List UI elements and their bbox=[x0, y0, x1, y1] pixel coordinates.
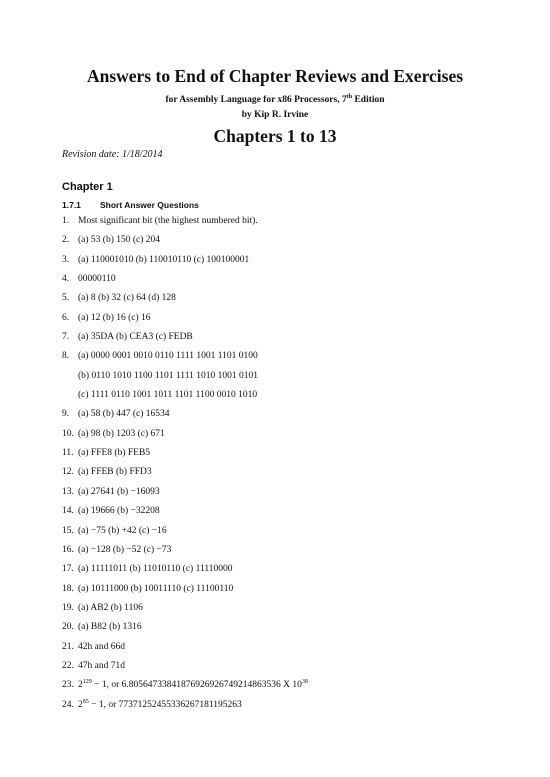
answer-item bbox=[62, 309, 502, 328]
chapters-heading: Chapters 1 to 13 bbox=[213, 126, 337, 146]
answer-number: 22. bbox=[62, 660, 74, 671]
answer-continuation bbox=[62, 386, 502, 405]
answer-item bbox=[62, 212, 502, 231]
answer-item bbox=[62, 405, 502, 424]
answer-text: (a) 0000 0001 0010 0110 1111 1001 1101 0100 bbox=[78, 351, 258, 362]
answer-number: 6. bbox=[62, 312, 70, 323]
answer-number: 3. bbox=[62, 254, 70, 265]
answer-text: − 1, or 6.80564733841876926926749214863536 X 10 bbox=[91, 680, 302, 691]
answer-number: 11. bbox=[62, 448, 74, 459]
answer-text: (a) 53 (b) 150 (c) 204 bbox=[78, 235, 161, 246]
answer-item bbox=[62, 676, 502, 695]
answer-text: (a) 8 (b) 32 (c) 64 (d) 128 bbox=[78, 293, 176, 304]
answer-item bbox=[62, 618, 502, 637]
answer-number: 20. bbox=[62, 622, 74, 633]
answer-number: 7. bbox=[62, 332, 70, 343]
answer-item bbox=[62, 425, 502, 444]
answer-number: 12. bbox=[62, 467, 74, 478]
answer-text: (c) 1111 0110 1001 1011 1101 1100 0010 1010 bbox=[78, 390, 258, 401]
answer-base: 2 bbox=[78, 699, 83, 710]
answer-text: (a) 10111000 (b) 10011110 (c) 11100110 bbox=[78, 583, 234, 594]
answer-text: (a) 110001010 (b) 110010110 (c) 100100001 bbox=[78, 254, 250, 265]
answer-text: (a) 35DA (b) CEA3 (c) FEDB bbox=[78, 332, 193, 343]
answer-number: 2. bbox=[62, 235, 70, 246]
answer-text: 00000110 bbox=[78, 274, 116, 285]
answer-item bbox=[62, 638, 502, 657]
section-number: 1.7.1 bbox=[62, 200, 81, 210]
answer-text: (b) 0110 1010 1100 1101 1111 1010 1001 0101 bbox=[78, 370, 258, 381]
answer-text: Most significant bit (the highest numbered bit). bbox=[78, 216, 258, 226]
answer-text: (a) −75 (b) +42 (c) −16 bbox=[78, 525, 167, 536]
answer-item bbox=[62, 560, 502, 579]
subtitle-text: for Assembly Language for x86 Processors, 7 bbox=[165, 95, 347, 106]
answer-text: − 1, or 77371252455336267181195263 bbox=[88, 699, 242, 710]
answer-base: 2 bbox=[78, 680, 83, 691]
answer-text: (a) FFEB (b) FFD3 bbox=[78, 467, 152, 478]
author-line: by Kip R. Irvine bbox=[241, 110, 309, 120]
answer-number: 24. bbox=[62, 699, 74, 710]
answer-text: (a) 11111011 (b) 11010110 (c) 11110000 bbox=[78, 564, 233, 575]
answer-item bbox=[62, 463, 502, 482]
answer-continuation bbox=[62, 367, 502, 386]
answer-number: 13. bbox=[62, 486, 74, 497]
answer-text: (a) 27641 (b) −16093 bbox=[78, 486, 160, 497]
answer-text: (a) −128 (b) −52 (c) −73 bbox=[78, 544, 172, 555]
answer-number: 8. bbox=[62, 351, 70, 362]
answer-item bbox=[62, 696, 502, 715]
answer-text: 47h and 71d bbox=[78, 660, 125, 671]
answer-text: (a) 19666 (b) −32208 bbox=[78, 506, 160, 517]
answer-item bbox=[62, 522, 502, 541]
answer-item bbox=[62, 270, 502, 289]
answer-text: (a) FFE8 (b) FEB5 bbox=[78, 448, 151, 459]
document-title: Answers to End of Chapter Reviews and Exercises bbox=[86, 66, 464, 86]
answer-number: 21. bbox=[62, 641, 74, 652]
answer-number: 17. bbox=[62, 564, 74, 575]
answer-exponent: 129 bbox=[82, 679, 92, 686]
answer-item bbox=[62, 580, 502, 599]
answer-number: 18. bbox=[62, 583, 74, 594]
subtitle-superscript: th bbox=[346, 94, 353, 100]
answer-exponent: 38 bbox=[301, 679, 308, 686]
answer-number: 16. bbox=[62, 544, 74, 555]
answer-number: 4. bbox=[62, 274, 70, 285]
answer-item bbox=[62, 251, 502, 270]
answer-number: 19. bbox=[62, 602, 74, 613]
answer-list bbox=[62, 212, 502, 715]
answer-item bbox=[62, 483, 502, 502]
chapter-title: Chapter 1 bbox=[62, 181, 113, 193]
answer-number: 9. bbox=[62, 409, 70, 420]
answer-text: 42h and 66d bbox=[78, 641, 125, 652]
answer-number: 10. bbox=[62, 428, 74, 439]
answer-number: 1. bbox=[62, 216, 70, 226]
section-heading bbox=[62, 200, 199, 210]
book-subtitle bbox=[0, 94, 550, 105]
answer-item bbox=[62, 347, 502, 366]
answer-item bbox=[62, 657, 502, 676]
answer-item bbox=[62, 444, 502, 463]
answer-number: 23. bbox=[62, 680, 74, 691]
answer-exponent: 85 bbox=[82, 698, 89, 705]
answer-text: (a) 58 (b) 447 (c) 16534 bbox=[78, 409, 170, 420]
revision-date: Revision date: 1/18/2014 bbox=[62, 149, 163, 160]
answer-item bbox=[62, 502, 502, 521]
answer-number: 5. bbox=[62, 293, 70, 304]
answer-text: (a) 98 (b) 1203 (c) 671 bbox=[78, 428, 165, 439]
answer-number: 15. bbox=[62, 525, 74, 536]
subtitle-edition: Edition bbox=[352, 95, 385, 106]
answer-item bbox=[62, 328, 502, 347]
answer-item bbox=[62, 541, 502, 560]
answer-item bbox=[62, 599, 502, 618]
section-title: Short Answer Questions bbox=[100, 200, 199, 210]
answer-number: 14. bbox=[62, 506, 74, 517]
answer-item bbox=[62, 289, 502, 308]
answer-text: (a) AB2 (b) 1106 bbox=[78, 602, 143, 613]
answer-text: (a) 12 (b) 16 (c) 16 bbox=[78, 312, 151, 323]
answer-text: (a) B82 (b) 1316 bbox=[78, 622, 142, 633]
answer-item bbox=[62, 231, 502, 250]
